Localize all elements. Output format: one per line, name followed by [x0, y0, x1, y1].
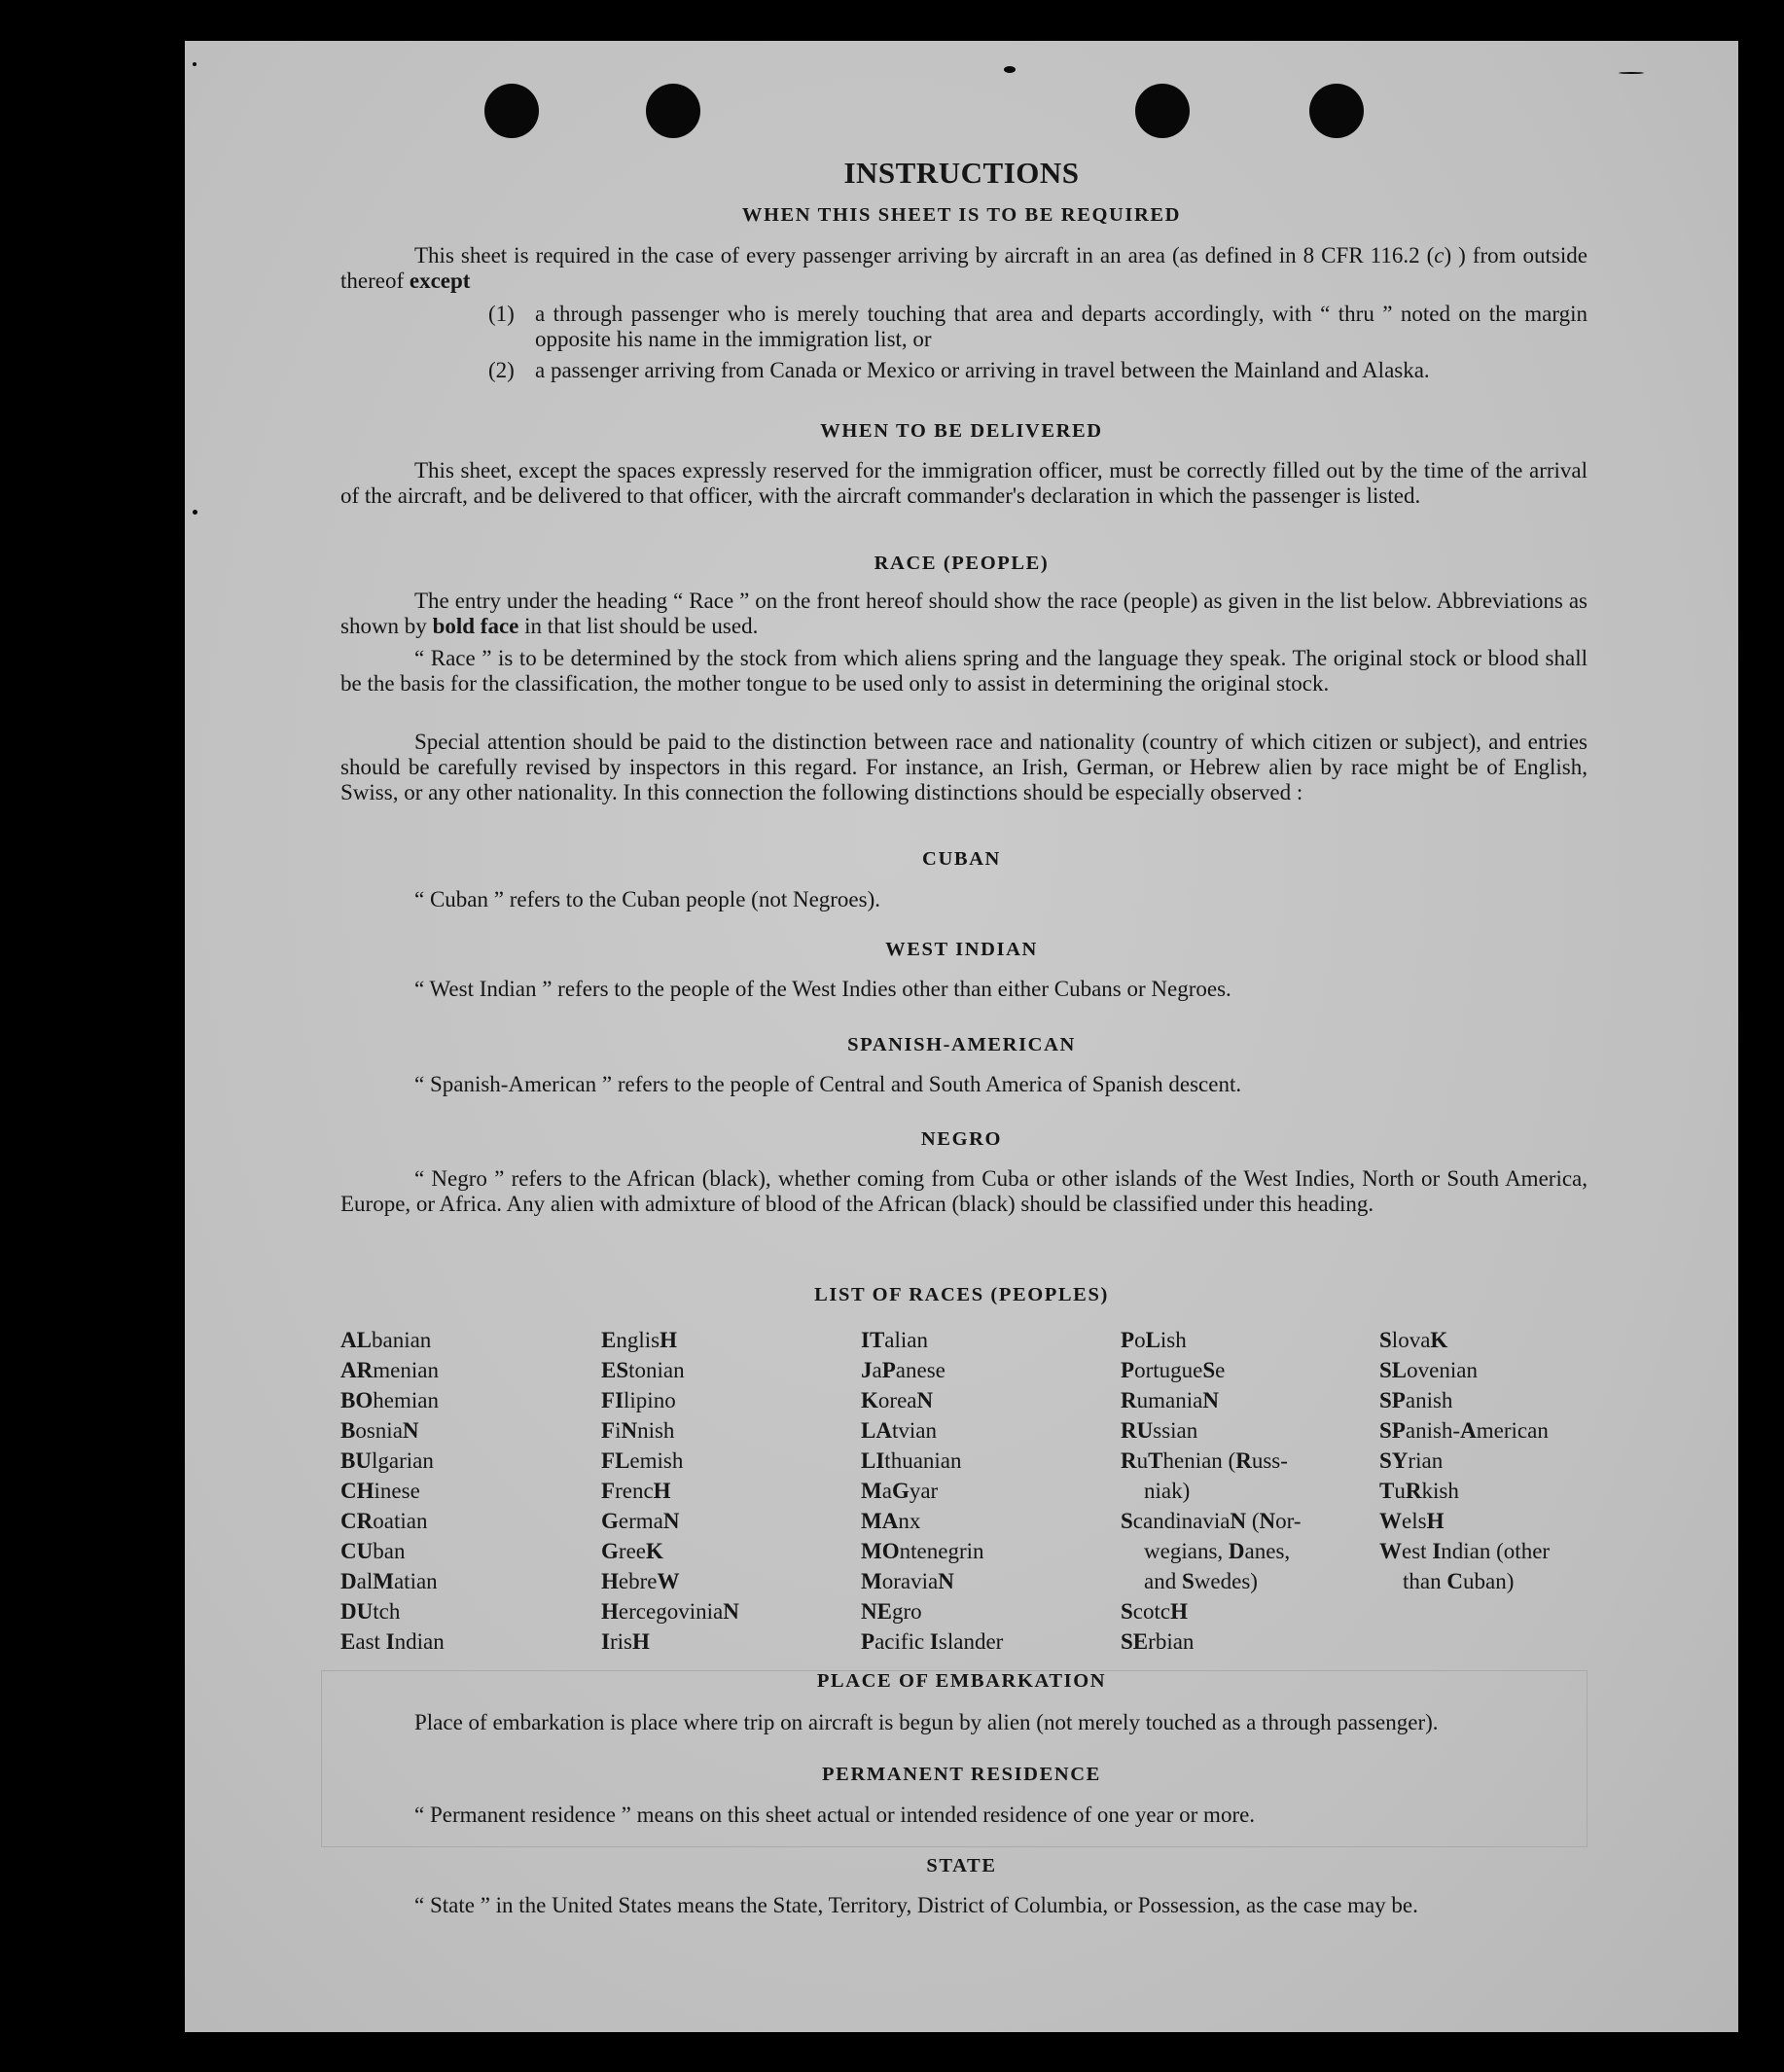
- paragraph-race-nationality: Special attention should be paid to the distinction between race and nationality (country of which citizen or subject), and entries should be carefully revised by inspectors in this regard. For instance, an Irish, German, or Hebrew alien by race might be of English, Swiss, or any other nationality. In this connection the following distinctions should be especially observed :: [340, 730, 1588, 804]
- race-entry: ALbanian: [340, 1328, 432, 1352]
- race-entry: ITalian: [861, 1328, 929, 1352]
- race-entry: RuThenian (Russ-: [1121, 1448, 1288, 1473]
- heading-embarkation: PLACE OF EMBARKATION: [816, 1670, 1107, 1692]
- race-entry: MaGyar: [861, 1479, 939, 1503]
- race-entry: LIthuanian: [861, 1448, 962, 1473]
- paragraph-west-indian: “ West Indian ” refers to the people of the West Indies other than either Cubans or Negroes.: [414, 977, 1231, 1001]
- heading-west-indian: WEST INDIAN: [885, 939, 1038, 960]
- paragraph-cuban: “ Cuban ” refers to the Cuban people (not Negroes).: [414, 887, 881, 911]
- race-entry: SlovaK: [1379, 1328, 1448, 1352]
- paragraph-embarkation: Place of embarkation is place where trip on aircraft is begun by alien (not merely touched as a through passenger).: [414, 1710, 1439, 1734]
- race-entry: GermaN: [601, 1509, 680, 1533]
- race-entry: SErbian: [1121, 1629, 1195, 1654]
- race-entry: ScotcH: [1121, 1599, 1189, 1624]
- heading-when-delivered: WHEN TO BE DELIVERED: [820, 420, 1103, 442]
- paragraph-when-delivered: This sheet, except the spaces expressly reserved for the immigration officer, must be correctly filled out by the time of the arrival of the aircraft, and be delivered to that officer, with the aircraft commander's declaration in which the passenger is listed.: [340, 458, 1588, 508]
- paragraph-spanish-american: “ Spanish-American ” refers to the people of Central and South America of Spanish descent.: [414, 1072, 1242, 1096]
- heading-negro: NEGRO: [920, 1128, 1003, 1150]
- race-entry: JaPanese: [861, 1358, 946, 1382]
- race-entry: TuRkish: [1379, 1479, 1459, 1503]
- race-entry: DUtch: [340, 1599, 401, 1624]
- heading-race: RACE (PEOPLE): [874, 553, 1050, 574]
- race-entry: FiNnish: [601, 1418, 675, 1443]
- race-entry: SYrian: [1379, 1448, 1444, 1473]
- race-entry: PoLish: [1121, 1328, 1187, 1352]
- paragraph-state: “ State ” in the United States means the State, Territory, District of Columbia, or Possession, as the case may be.: [414, 1893, 1418, 1917]
- race-entry: EStonian: [601, 1358, 685, 1382]
- race-entry: CHinese: [340, 1479, 420, 1503]
- heading-list-of-races: LIST OF RACES (PEOPLES): [814, 1284, 1109, 1305]
- race-entry: DalMatian: [340, 1569, 438, 1593]
- race-entry: HercegoviniaN: [601, 1599, 739, 1624]
- race-entry: NEgro: [861, 1599, 922, 1624]
- page-title: INSTRUCTIONS: [843, 156, 1080, 190]
- race-entry: MoraviaN: [861, 1569, 954, 1593]
- race-entry: BosniaN: [340, 1418, 419, 1443]
- race-entry: IrisH: [601, 1629, 650, 1654]
- race-entry: and Swedes): [1144, 1569, 1258, 1593]
- paragraph-negro: “ Negro ” refers to the African (black), whether coming from Cuba or other islands of the West Indies, North or South America, Europe, or Africa. Any alien with admixture of blood of the African (black) should be classified under this heading.: [340, 1166, 1588, 1216]
- race-entry: HebreW: [601, 1569, 680, 1593]
- race-entry: ARmenian: [340, 1358, 439, 1382]
- heading-permanent-residence: PERMANENT RESIDENCE: [822, 1764, 1101, 1785]
- race-entry: PortugueSe: [1121, 1358, 1226, 1382]
- race-entry: BOhemian: [340, 1388, 439, 1412]
- race-entry: RumaniaN: [1121, 1388, 1219, 1412]
- race-entry: wegians, Danes,: [1144, 1539, 1291, 1563]
- heading-cuban: CUBAN: [922, 848, 1001, 870]
- race-entry: East Indian: [340, 1629, 445, 1654]
- race-entry: FrencH: [601, 1479, 671, 1503]
- race-entry: FIlipino: [601, 1388, 676, 1412]
- race-entry: CUban: [340, 1539, 406, 1563]
- race-entry: MAnx: [861, 1509, 921, 1533]
- race-entry: SPanish: [1379, 1388, 1453, 1412]
- race-entry: WelsH: [1379, 1509, 1445, 1533]
- paragraph-permanent-residence: “ Permanent residence ” means on this sheet actual or intended residence of one year or more.: [414, 1803, 1256, 1827]
- document-sheet: INSTRUCTIONS WHEN THIS SHEET IS TO BE REQUIRED This sheet is required in the case of every passenger arriving by aircraft in an area (as defined in 8 CFR 116.2 (c) ) from outside thereof except (1) a through passenger who is merely touching that area and departs accordingly, with “ thru ” noted on the margin opposite his name in the immigration list, or (2) a passenger arriving from Canada or Mexico or arriving in travel between the Mainland and Alaska. WHEN TO BE DELIVERED This sheet, except the spaces expressly reserved for the immigration officer, must be correctly filled out by the time of the arrival of the aircraft, and be delivered to that officer, with the aircraft commander's declaration in which the passenger is listed. RACE (PEOPLE) The entry under the heading “ Race ” on the front hereof should show the race (people) as given in the list below. Abbreviations as shown by bold face in that list should be used. “ Race ” is to be determined by the stock from which aliens spring and the language they speak. The original stock or blood shall be the basis for the classification, the mother tongue to be used only to assist in determining the original stock. Special attention should be paid to the distinction between race and nationality (country of which citizen or subject), and entries should be carefully revised by inspectors in this regard. For instance, an Irish, German, or Hebrew alien by race might be of English, Swiss, or any other nationality. In this connection the following distinctions should be especially observed : CUBAN “ Cuban ” refers to the Cuban people (not Negroes). WEST INDIAN “ West Indian ” refers to the people of the West Indies other than either Cubans or Negroes. SPANISH-AMERICAN “ Spanish-American ” refers to the people of Central and South America of Spanish descent. NEGRO “ Negro ” refers to the African (black), whether coming from Cuba or other islands of the West Indies, North or South America, Europe, or Africa. Any alien with admixture of blood of the African (black) should be classified under this heading. LIST OF RACES (PEOPLES) ALbanian ARmenian BOhemian BosniaN BUlgarian CHinese CRoatian CUban DalMatian DUtch East Indian EnglisH EStonian FIlipino FiNnish FLemish FrencH GermaN GreeK HebreW HercegoviniaN IrisH ITalian JaPanese KoreaN LAtvian LIthuanian MaGyar MAnx MOntenegrin MoraviaN NEgro Pacific Islander PoLish PortugueSe RumaniaN RUssian RuThenian (Russ- niak) ScandinaviaN (Nor- wegians, Danes, and Swedes) ScotcH SErbian SlovaK SLovenian SPanish SPanish-American SYrian TuRkish WelsH West Indian (other than Cuban) PLACE OF EMBARKATION Place of embarkation is place where trip on aircraft is begun by alien (not merely touched as a through passenger). PERMANENT RESIDENCE “ Permanent residence ” means on this sheet actual or intended residence of one year or more. STATE “ State ” in the United States means the State, Territory, District of Columbia, or Possession, as the case may be.: [185, 41, 1738, 2032]
- races-column: [601, 1325, 739, 1657]
- paragraph-when-required: This sheet is required in the case of every passenger arriving by aircraft in an area (as defined in 8 CFR 116.2 (c) ) from outside thereof except: [340, 243, 1588, 293]
- races-column: [1121, 1325, 1302, 1657]
- race-entry: West Indian (other: [1379, 1539, 1551, 1563]
- heading-when-required: WHEN THIS SHEET IS TO BE REQUIRED: [741, 204, 1182, 226]
- race-entry: FLemish: [601, 1448, 684, 1473]
- races-column: [1379, 1325, 1550, 1596]
- races-column: [861, 1325, 1003, 1657]
- paragraph-race-entry: The entry under the heading “ Race ” on the front hereof should show the race (people) as given in the list below. Abbreviations as shown by bold face in that list should be used.: [340, 589, 1588, 638]
- race-entry: KoreaN: [861, 1388, 934, 1412]
- heading-spanish-american: SPANISH-AMERICAN: [847, 1034, 1076, 1055]
- race-entry: LAtvian: [861, 1418, 937, 1443]
- race-entry: GreeK: [601, 1539, 663, 1563]
- race-entry: niak): [1144, 1479, 1191, 1503]
- race-entry: ScandinaviaN (Nor-: [1121, 1509, 1302, 1533]
- race-entry: SLovenian: [1379, 1358, 1478, 1382]
- race-entry: BUlgarian: [340, 1448, 434, 1473]
- heading-state: STATE: [926, 1855, 997, 1876]
- race-entry: MOntenegrin: [861, 1539, 984, 1563]
- race-entry: than Cuban): [1403, 1569, 1515, 1593]
- race-entry: RUssian: [1121, 1418, 1198, 1443]
- race-entry: EnglisH: [601, 1328, 677, 1352]
- paragraph-race-definition: “ Race ” is to be determined by the stock from which aliens spring and the language they speak. The original stock or blood shall be the basis for the classification, the mother tongue to be used only to assist in determining the original stock.: [340, 646, 1588, 696]
- race-entry: SPanish-American: [1379, 1418, 1549, 1443]
- races-column: [340, 1325, 445, 1657]
- race-entry: CRoatian: [340, 1509, 428, 1533]
- race-entry: Pacific Islander: [861, 1629, 1004, 1654]
